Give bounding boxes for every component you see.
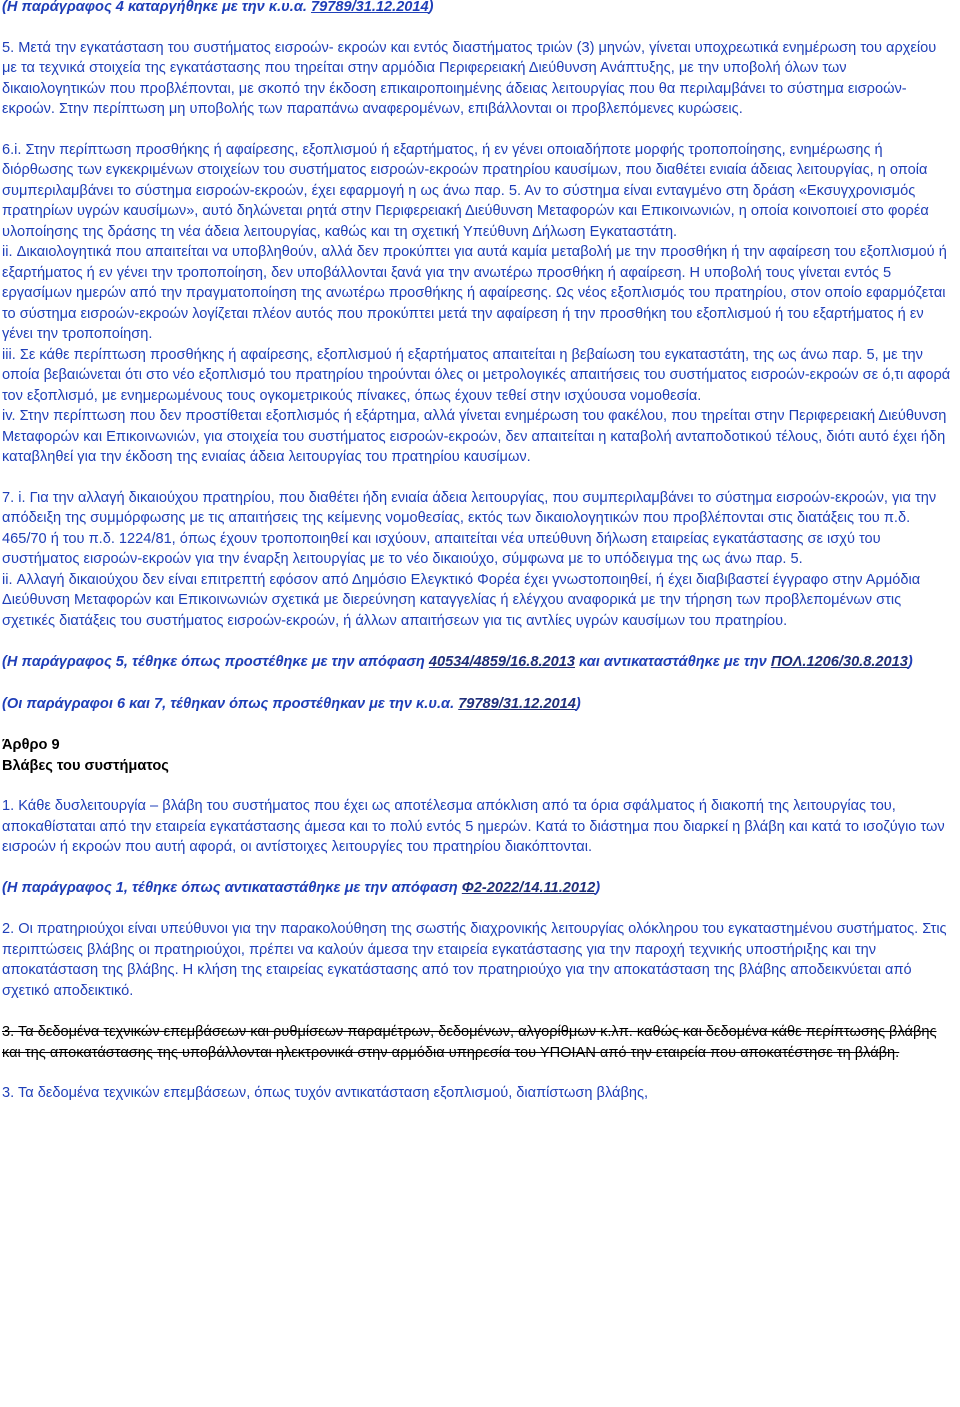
- paragraph-6-ii: ii. Δικαιολογητικά που απαιτείται να υποβληθούν, αλλά δεν προκύπτει για αυτά καμία μεταβολή με την προσθήκη ή την αφαίρεση του εξοπλισμού ή εξαρτήματος ή εν γένει την τροποποίηση, δεν υποβάλλονται ξανά για την ανωτέρω προσθήκη ή αφαίρεση. Η υποβολή τους γίνεται εντός 5 εργασίμων ημερών από την πραγματοποίηση της ανωτέρω προσθήκης ή αφαίρεσης. Ως νέος εξοπλισμός του πρατηρίου, στον οποίο εφαρμόζεται το σύστημα εισροών-εκροών λογίζεται πλέον αυτός που προκύπτει μετά την αφαίρεση ή την προσθήκη του εξοπλισμού ή του εξαρτήματος ή εν γένει την τροποποίηση.: [2, 244, 947, 342]
- note-text: ): [575, 695, 581, 712]
- note-text: (Η παράγραφος 4 καταργήθηκε με την κ.υ.α.: [2, 0, 311, 15]
- note-paragraph-4-repealed: [2, 0, 952, 18]
- law-link-pol1206[interactable]: ΠΟΛ.1206/30.8.2013: [770, 654, 908, 670]
- note-paragraph-5: [2, 652, 952, 673]
- note-text: ): [907, 654, 913, 670]
- note-text: (Η παράγραφος 5, τέθηκε όπως προστέθηκε με την απόφαση: [2, 654, 429, 670]
- paragraph-7-i: 7. i. Για την αλλαγή δικαιούχου πρατηρίου, που διαθέτει ήδη ενιαία άδεια λειτουργίας, που συμπεριλαμβάνει το σύστημα εισροών-εκροών, για την απόδειξη της συμμόρφωσης με τις απαιτήσεις της κείμενης νομοθεσίας, εκτός των δικαιολογητικών που προβλέπονται στις διατάξεις του π.δ. 465/70 ή του π.δ. 1224/81, όπως έχουν τροποποιηθεί και ισχύουν, απαιτείται νέα υπεύθυνη δήλωση εταιρείας εγκατάστασης σε ισχύ του συστήματος εισροών-εκροών για την έναρξη λειτουργίας με το νέο δικαιούχο, σύμφωνα με το υπόδειγμα της ως άνω παρ. 5.: [2, 489, 937, 567]
- article-title: Βλάβες του συστήματος: [2, 757, 169, 774]
- document-page: [2, 0, 952, 1104]
- paragraph-6-iii: iii. Σε κάθε περίπτωση προσθήκης ή αφαίρεσης, εξοπλισμού ή εξαρτήματος απαιτείται η βεβαίωση του εγκαταστάτη, της ως άνω παρ. 5, με την οποία βεβαιώνεται ότι στο νέο εξοπλισμό του πρατηρίου τηρούνται όλες οι μετρολογικές απαιτήσεις του συστήματος εισροών-εκροών σε ό,τι αφορά τον εξοπλισμό, με ενημερωμένους τους ογκομετρικούς πίνακες, όπως έχουν τεθεί στην ισχύουσα νομοθεσία.: [2, 346, 951, 404]
- article-9-paragraph-3: 3. Τα δεδομένα τεχνικών επεμβάσεων, όπως τυχόν αντικατάσταση εξοπλισμού, διαπίστωση βλάβης,: [2, 1085, 649, 1101]
- note-text: (Οι παράγραφοι 6 και 7, τέθηκαν όπως προστέθηκαν με την κ.υ.α.: [2, 695, 459, 712]
- law-link-f2-2022[interactable]: Φ2-2022/14.11.2012: [461, 879, 596, 896]
- paragraph-7-ii: ii. Αλλαγή δικαιούχου δεν είναι επιτρεπτή εφόσον από Δημόσιο Ελεγκτικό Φορέα έχει γνωστοποιηθεί, ή έχει διαβιβαστεί έγγραφο στην Αρμόδια Διεύθυνση Μεταφορών και Επικοινωνιών σχετικά με διερεύνηση καταγγελίας ή ελέγχου αναφορικά με την τήρηση των προβλεπομένων στις σχετικές διατάξεις του συστήματος εισροών-εκροών, ή άλλων απαιτήσεων για τις αντλίες υγρών καυσίμων του πρατηρίου.: [2, 571, 921, 629]
- article-9-paragraph-2: 2. Οι πρατηριούχοι είναι υπεύθυνοι για την παρακολούθηση της σωστής διαχρονικής λειτουργίας ολόκληρου του εγκαταστημένου συστήματος. Στις περιπτώσεις βλάβης οι πρατηριούχοι, πρέπει να καλούν άμεσα την εταιρεία εγκατάστασης για την παροχή τεχνικής υποστήριξης και την αποκατάσταση της βλάβης. Η κλήση της εταιρείας εγκατάστασης από τον πρατηριούχο για την αποκατάσταση της βλάβης αποδεικνύεται από σχετικό αποδεικτικό.: [2, 921, 947, 999]
- paragraph-6-i: 6.i. Στην περίπτωση προσθήκης ή αφαίρεσης, εξοπλισμού ή εξαρτήματος, ή εν γένει οποιαδήποτε μορφής τροποποίησης, ενημέρωσης ή διόρθωσης των εγκεκριμένων στοιχείων του συστήματος εισροών-εκροών πρατηρίου καυσίμων, που διαθέτει ενιαία άδειας λειτουργίας, η οποία συμπεριλαμβάνει το σύστημα εισροών-εκροών, έχει εφαρμογή η ως άνω παρ. 5. Αν το σύστημα είναι ενταγμένο στη δράση «Εκσυγχρονισμός πρατηρίων υγρών καυσίμων», αυτό δηλώνεται ρητά στην Περιφερειακή Διεύθυνση Μεταφορών και Επικοινωνιών, η οποία κοινοποιεί στο φορέα υλοποίησης της δράσης τη νέα άδεια λειτουργίας, καθώς και τη σχετική Υπεύθυνη Δήλωση Εγκαταστάτη.: [2, 141, 929, 240]
- note-article-9-paragraph-1: [2, 878, 952, 899]
- note-text: ): [595, 879, 601, 896]
- article-number: Άρθρο 9: [2, 737, 60, 753]
- law-link-79789[interactable]: 79789/31.12.2014: [310, 0, 429, 15]
- article-9-paragraph-1: 1. Κάθε δυσλειτουργία – βλάβη του συστήματος που έχει ως αποτέλεσμα απόκλιση από τα όρια σφάλματος ή διακοπή της λειτουργίας του, αποκαθίσταται από την εταιρεία εγκατάστασης άμεσα και το πολύ εντός 5 ημερών. Κατά το διάστημα που διαρκεί η βλάβη και κατά το ισοζύγιο των εισροών ή εκροών που αυτή αφορά, οι αντίστοιχες λειτουργίες του πρατηρίου διακόπτονται.: [2, 798, 945, 855]
- note-text: (Η παράγραφος 1, τέθηκε όπως αντικαταστάθηκε με την απόφαση: [2, 879, 462, 896]
- paragraph-5: 5. Μετά την εγκατάσταση του συστήματος εισροών- εκροών και εντός διαστήματος τριών (3) μηνών, γίνεται υποχρεωτικά ενημέρωση του αρχείου με τα τεχνικά στοιχεία της εγκατάστασης που τηρείται στην αρμόδια Περιφερειακή Διεύθυνση Ανάπτυξης, με την υποβολή όλων των δικαιολογητικών που προβλέπονται, με σκοπό την έκδοση επικαιροποιημένης άδειας λειτουργίας που θα περιλαμβάνει το σύστημα εισροών-εκροών. Στην περίπτωση μη υποβολής των παραπάνω αναφερομένων, επιβάλλονται οι προβλεπόμενες κυρώσεις.: [2, 39, 937, 117]
- note-text: ): [428, 0, 434, 15]
- paragraph-6-iv: iv. Στην περίπτωση που δεν προστίθεται εξοπλισμός ή εξάρτημα, αλλά γίνεται ενημέρωση του φακέλου, που τηρείται στην Περιφερειακή Διεύθυνση Μεταφορών και Επικοινωνιών, για στοιχεία του συστήματος εισροών-εκροών, δεν απαιτείται η καταβολή ανταποδοτικού τέλους, διότι αυτό έχει ήδη καταβληθεί για την έκδοση της ενιαίας άδεια λειτουργίας του πρατηρίου καυσίμων.: [2, 408, 947, 465]
- law-link-40534[interactable]: 40534/4859/16.8.2013: [428, 654, 575, 670]
- note-text: και αντικαταστάθηκε με την: [575, 654, 771, 670]
- note-paragraphs-6-7: [2, 694, 952, 715]
- law-link-79789-b[interactable]: 79789/31.12.2014: [458, 695, 576, 712]
- article-9-paragraph-3-repealed: 3. Τα δεδομένα τεχνικών επεμβάσεων και ρυθμίσεων παραμέτρων, δεδομένων, αλγορίθμων κ.λπ. καθώς και δεδομένα κάθε περίπτωσης βλάβης και της αποκατάστασης της υποβάλλονται ηλεκτρονικά στην αρμόδια υπηρεσία του ΥΠΟΙΑΝ από την εταιρεία που αποκατέστησε τη βλάβη.: [2, 1024, 937, 1061]
